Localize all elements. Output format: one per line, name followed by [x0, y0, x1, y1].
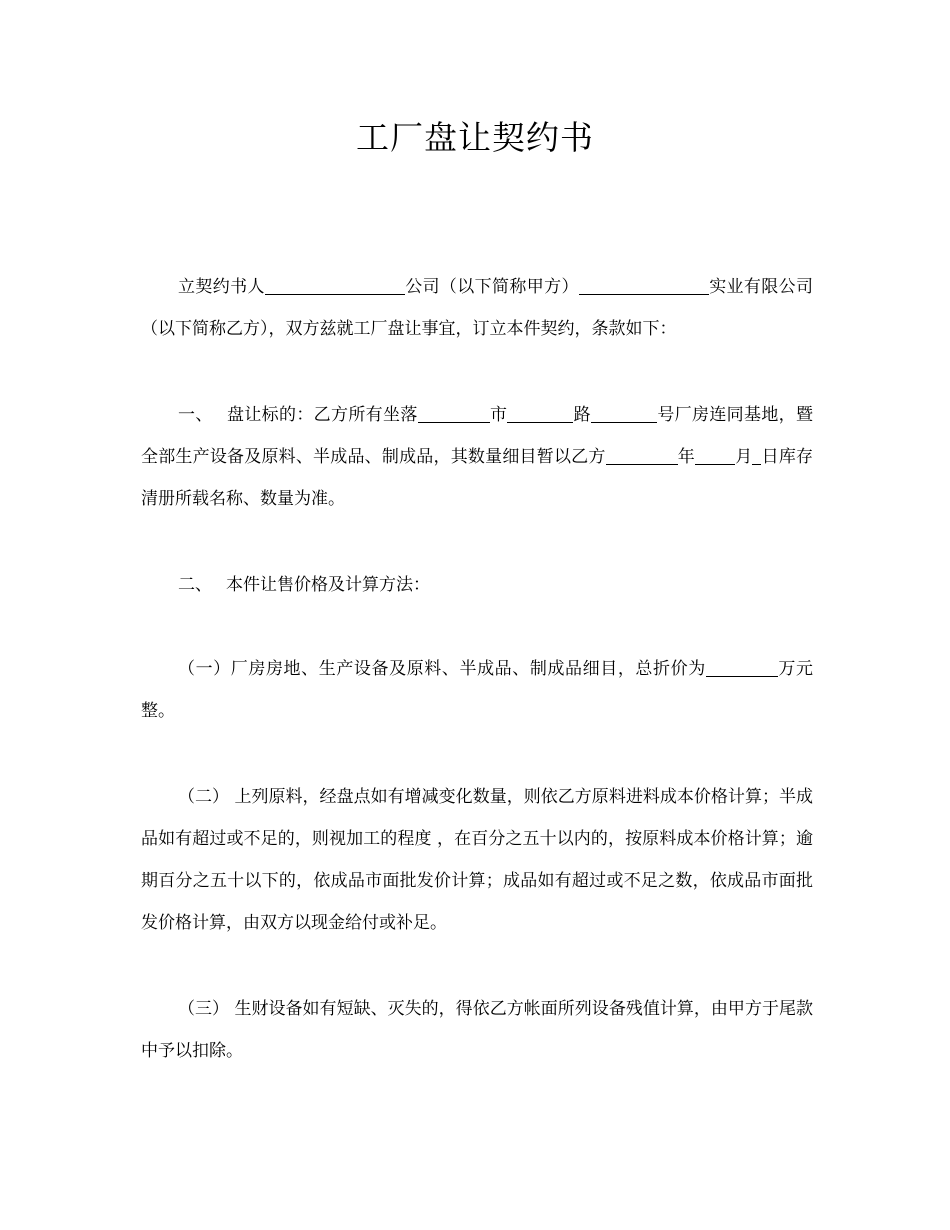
clause-2-number: 二、 [178, 575, 212, 595]
intro-paragraph [141, 266, 813, 350]
clause-1-text-3: 路 [573, 405, 592, 425]
year-blank[interactable] [606, 444, 678, 465]
clause-2-text: 本件让售价格及计算方法： [226, 575, 430, 595]
item-2-paragraph: （二） 上列原料，经盘点如有增减变化数量，则依乙方原料进料成本价格计算；半成品如有超过或不足的，则视加工的程度 ，在百分之五十以内的，按原料成本价格计算；逾期百分之五十以下的，依成品市面批发价计算；成品如有超过或不足之数，依成品市面批发价格计算，由双方以现金给付或补足。 [141, 787, 813, 933]
party-b-name-blank[interactable] [579, 274, 709, 295]
item-1-text-1: （一）厂房房地、生产设备及原料、半成品、制成品细目，总折价为 [178, 659, 706, 679]
clause-1-text-1: 盘让标的：乙方所有坐落 [226, 405, 418, 425]
clause-1-paragraph [141, 394, 813, 520]
party-a-name-blank[interactable] [265, 274, 405, 295]
document-title: 工厂盘让契约书 [356, 118, 594, 157]
item-3-paragraph: （三） 生财设备如有短缺、灭失的，得依乙方帐面所列设备残值计算，由甲方于尾款中予以扣除。 [141, 999, 813, 1061]
number-blank[interactable] [591, 402, 657, 423]
total-price-blank[interactable] [706, 656, 778, 677]
city-blank[interactable] [418, 402, 490, 423]
intro-text-1: 立契约书人 [178, 277, 265, 297]
intro-text-3: 实业有限公司（以下简称乙方），双方兹就工厂盘让事宜，订立本件契约，条款如下： [141, 277, 814, 339]
road-blank[interactable] [507, 402, 573, 423]
clause-1-text-2: 市 [489, 405, 508, 425]
clause-1-text-7: 日库存清册所载名称、数量为准。 [141, 447, 814, 509]
clause-2-paragraph [141, 564, 813, 606]
intro-text-2: 公司（以下简称甲方） [404, 277, 579, 297]
clause-1-number: 一、 [178, 405, 213, 425]
clause-1-text-4: 号厂房连同基地，暨全部生产设备及原料、半成品、制成品，其数量细目暂以乙方 [141, 405, 814, 467]
month-blank[interactable] [695, 444, 735, 465]
item-1-text-2: 万元整。 [141, 659, 813, 721]
item-1-paragraph [141, 648, 813, 732]
clause-1-text-5: 年 [677, 447, 695, 467]
clause-1-text-6: 月 [734, 447, 753, 467]
